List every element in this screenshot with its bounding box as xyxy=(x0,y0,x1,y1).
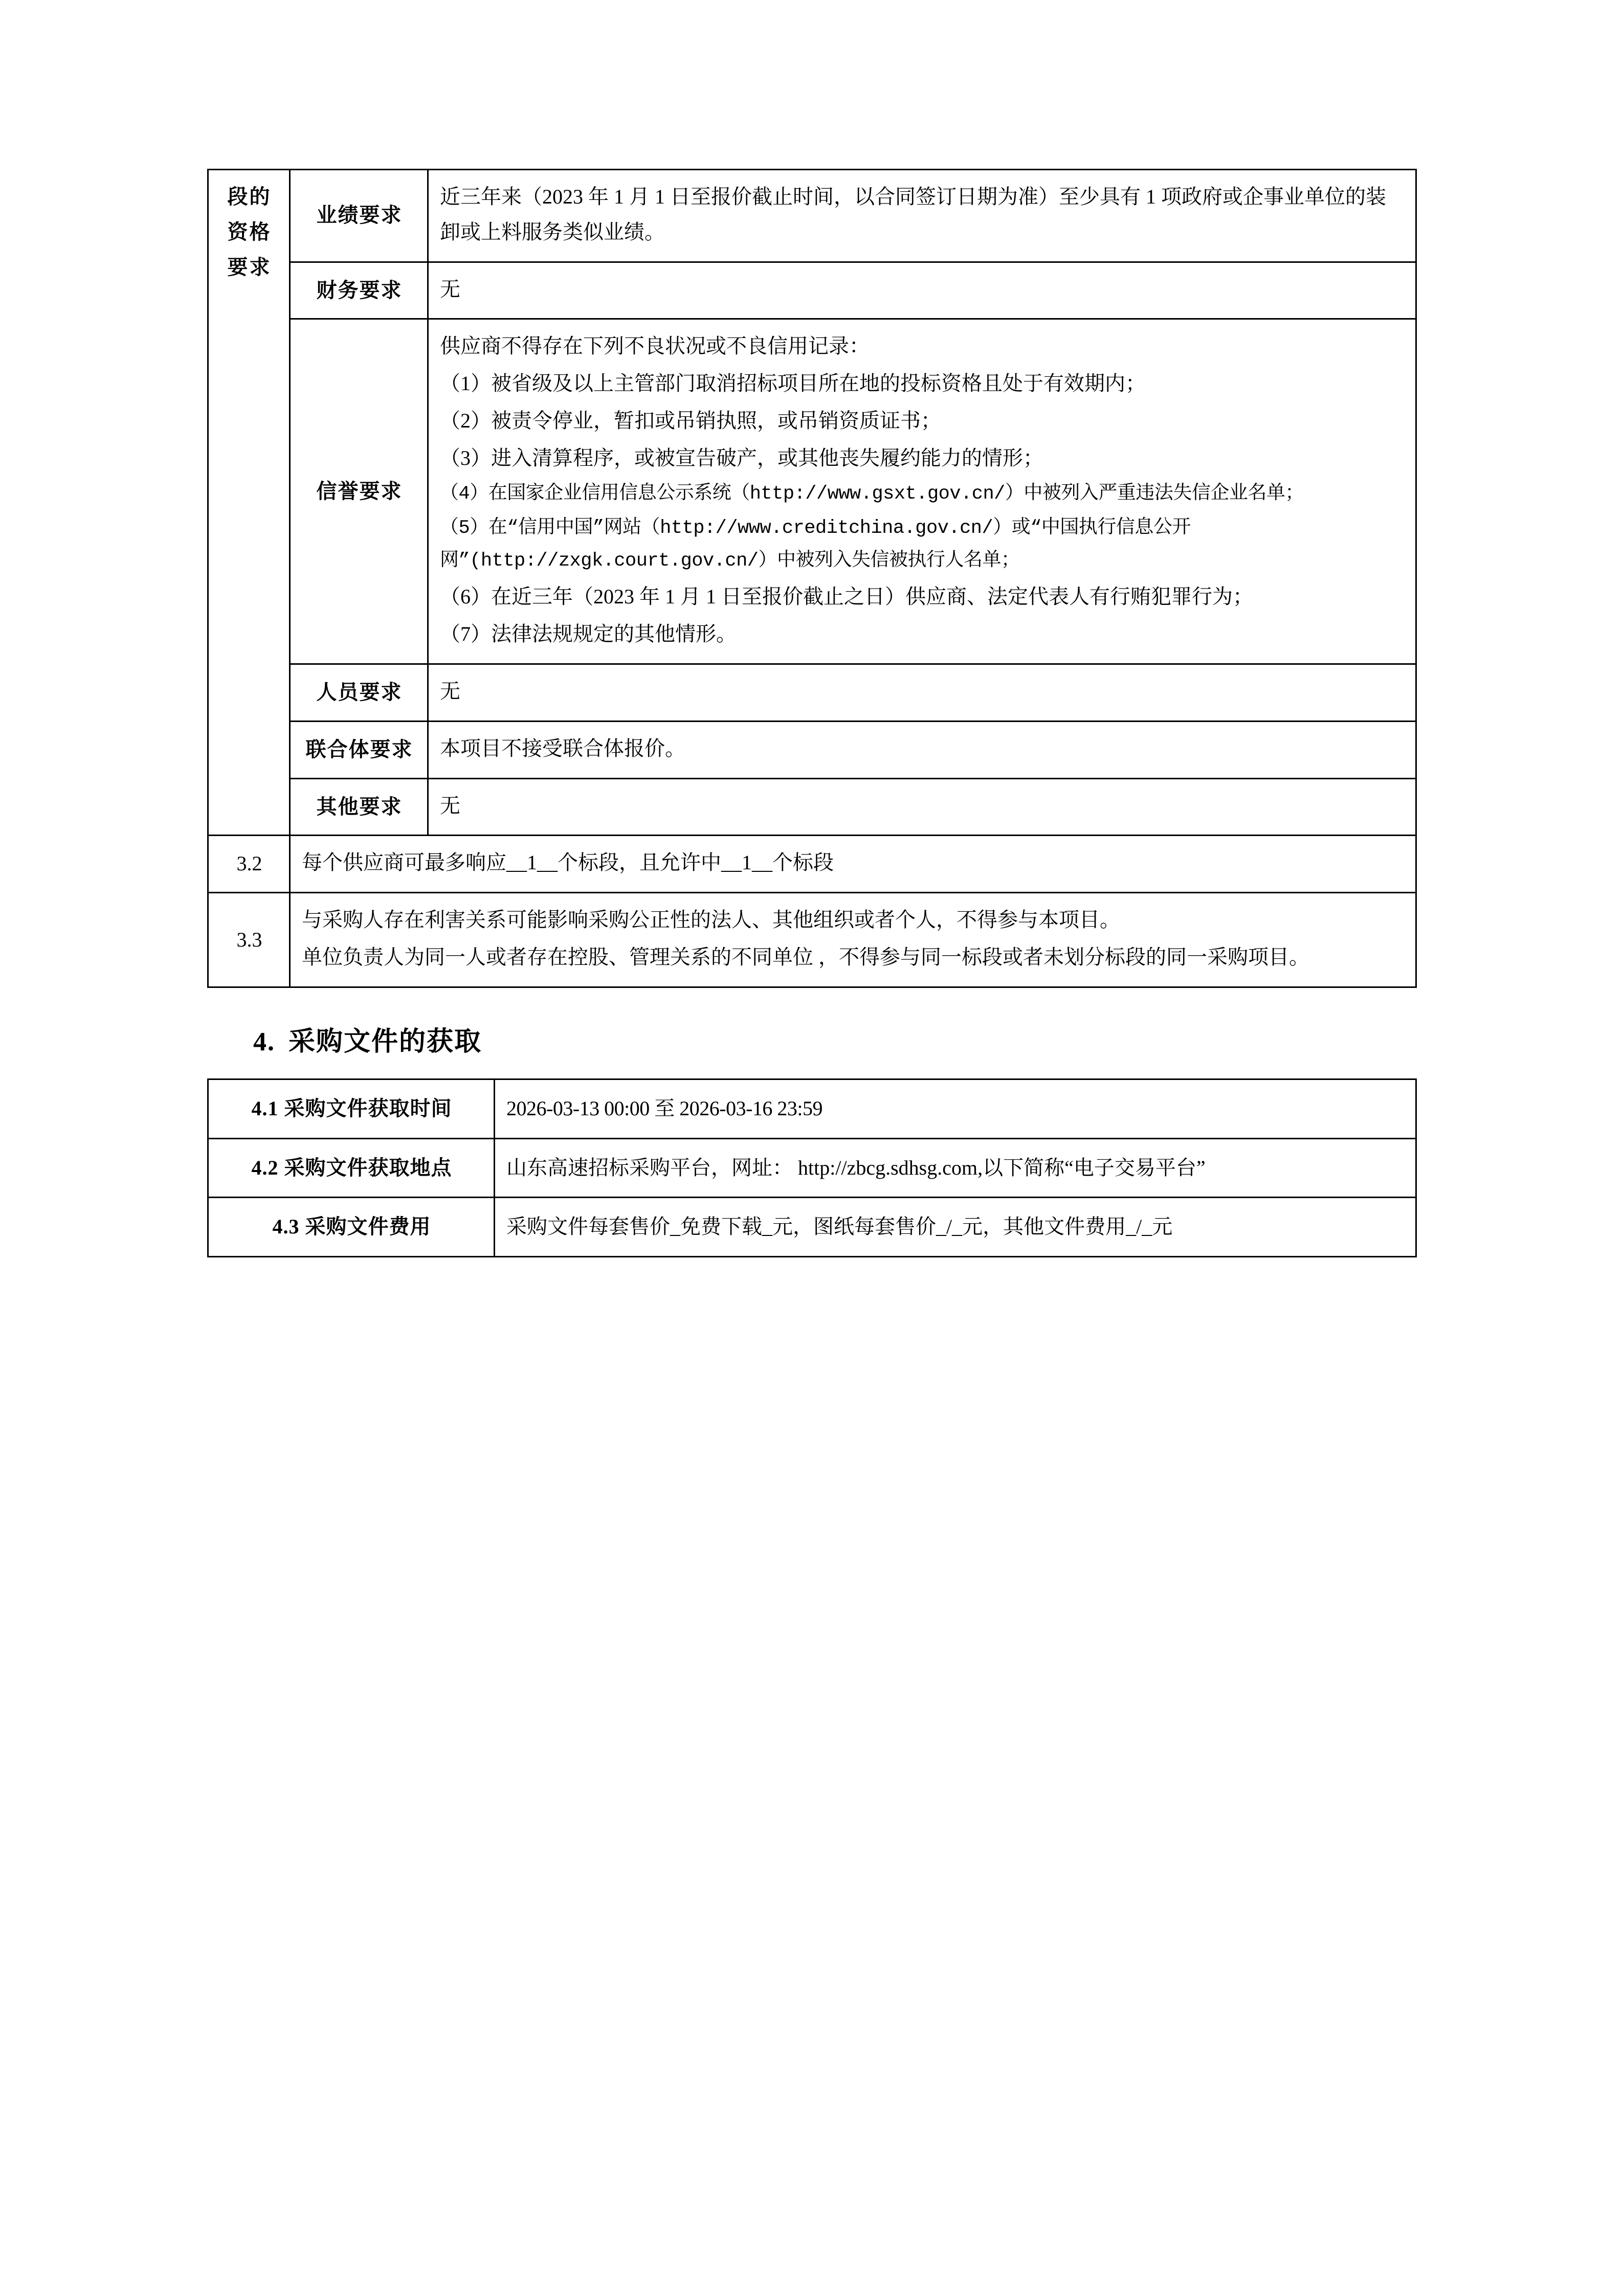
clause-body-3-2-text: 每个供应商可最多响应__1__个标段，且允许中__1__个标段 xyxy=(302,851,834,874)
section-heading xyxy=(253,1020,1417,1058)
clause-body-3-3-line2: 单位负责人为同一人或者存在控股、管理关系的不同单位 ，不得参与同一标段或者未划分标段的同一采购项目。 xyxy=(302,946,1309,969)
clause-number-3-3: 3.3 xyxy=(208,893,290,987)
row-label-other: 其他要求 xyxy=(290,778,428,836)
acq-body-fee: 采购文件每套售价_免费下载_元，图纸每套售价_/_元，其他文件费用_/_元 xyxy=(495,1198,1416,1257)
row-body-other xyxy=(428,778,1416,836)
section-heading-number: 4. xyxy=(253,1027,275,1056)
table-row xyxy=(208,893,1416,987)
row-body-personnel xyxy=(428,664,1416,722)
table-row xyxy=(208,1138,1416,1198)
acq-label-location: 4.2 采购文件获取地点 xyxy=(208,1138,495,1198)
table-row xyxy=(208,1079,1416,1138)
clause-body-3-3 xyxy=(290,893,1416,987)
row-body-consortium xyxy=(428,721,1416,778)
credit-line-0: 供应商不得存在下列不良状况或不良信用记录： xyxy=(440,334,870,358)
row-body-performance xyxy=(428,170,1416,262)
acq-body-time: 2026-03-13 00:00 至 2026-03-16 23:59 xyxy=(495,1079,1416,1138)
table-row xyxy=(208,836,1416,893)
credit-line-1: （1）被省级及以上主管部门取消招标项目所在地的投标资格且处于有效期内； xyxy=(440,372,1146,395)
clause-body-3-3-line1: 与采购人存在利害关系可能影响采购公正性的法人、其他组织或者个人，不得参与本项目。 xyxy=(302,908,1120,932)
acq-label-fee: 4.3 采购文件费用 xyxy=(208,1198,495,1257)
row-body-credit xyxy=(428,319,1416,664)
table-row xyxy=(208,319,1416,664)
acq-label-time: 4.1 采购文件获取时间 xyxy=(208,1079,495,1138)
clause-body-3-2 xyxy=(290,836,1416,893)
acq-body-location: 山东高速招标采购平台，网址： http://zbcg.sdhsg.com,以下简称“电子交易平台” xyxy=(495,1138,1416,1198)
row-body-financial-text: 无 xyxy=(440,277,460,301)
row-label-consortium: 联合体要求 xyxy=(290,721,428,778)
row-body-other-text: 无 xyxy=(440,794,460,817)
table-row xyxy=(208,664,1416,722)
section-heading-title: 采购文件的获取 xyxy=(288,1027,482,1056)
row-label-performance: 业绩要求 xyxy=(290,170,428,262)
row-label-credit: 信誉要求 xyxy=(290,319,428,664)
table-row xyxy=(208,778,1416,836)
row-body-financial xyxy=(428,262,1416,319)
credit-line-5: （5）在“信用中国”网站（http://www.creditchina.gov.cn/）或“中国执行信息公开网”(http://zxgk.court.gov.cn/）中被列入失信被执行人名单； xyxy=(440,517,1191,572)
table-row xyxy=(208,170,1416,262)
qualification-group-label-line3: 要求 xyxy=(227,255,272,279)
credit-line-3: （3）进入清算程序，或被宣告破产，或其他丧失履约能力的情形； xyxy=(440,446,1043,469)
qualification-group-label-line1: 段的 xyxy=(227,185,272,208)
credit-line-4: （4）在国家企业信用信息公示系统（http://www.gsxt.gov.cn/）中被列入严重违法失信企业名单； xyxy=(440,483,1304,505)
table-row xyxy=(208,262,1416,319)
row-body-personnel-text: 无 xyxy=(440,680,460,703)
credit-line-2: （2）被责令停业，暂扣或吊销执照，或吊销资质证书； xyxy=(440,409,941,432)
qualification-group-label-line2: 资格 xyxy=(227,220,272,243)
credit-line-7: （7）法律法规规定的其他情形。 xyxy=(440,622,737,646)
row-label-financial: 财务要求 xyxy=(290,262,428,319)
qualification-requirements-table xyxy=(207,169,1417,988)
table-row xyxy=(208,721,1416,778)
row-body-consortium-text: 本项目不接受联合体报价。 xyxy=(440,736,685,760)
clause-number-3-2: 3.2 xyxy=(208,836,290,893)
table-row xyxy=(208,1198,1416,1257)
row-body-performance-text: 近三年来（2023 年 1 月 1 日至报价截止时间，以合同签订日期为准）至少具有 1 项政府或企事业单位的装卸或上料服务类似业绩。 xyxy=(440,185,1386,243)
document-acquisition-table xyxy=(207,1078,1417,1257)
credit-line-6: （6）在近三年（2023 年 1 月 1 日至报价截止之日）供应商、法定代表人有行贿犯罪行为； xyxy=(440,585,1253,609)
row-label-personnel: 人员要求 xyxy=(290,664,428,722)
qualification-group-label xyxy=(208,170,290,836)
